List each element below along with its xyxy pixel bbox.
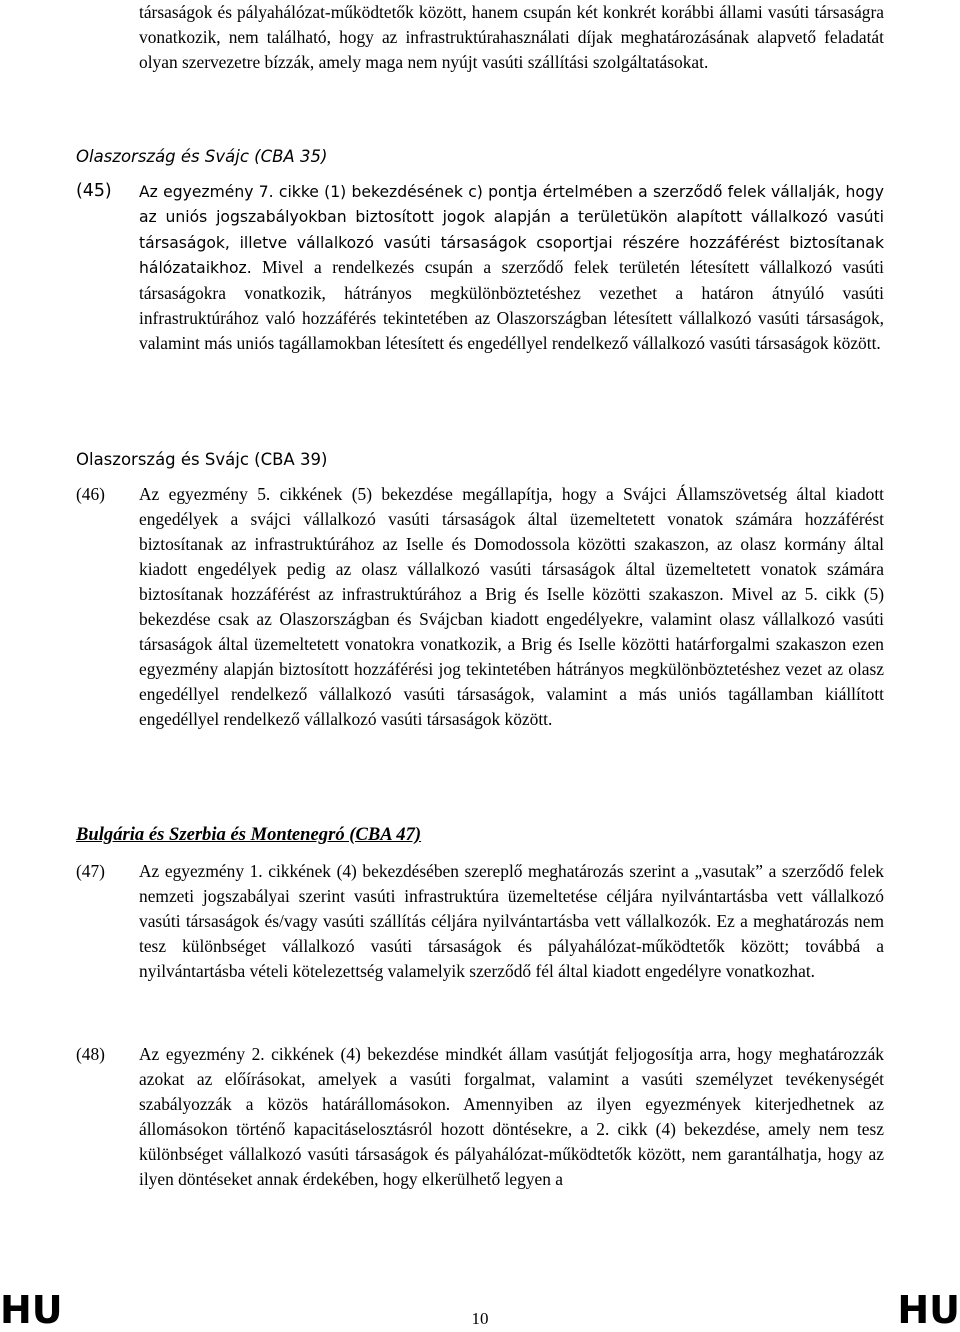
paragraph-number: (45) [76,181,112,201]
paragraph-46 [76,482,884,732]
intro-paragraph: társaságok és pályahálózat-működtetők között, hanem csupán két konkrét korábbi állami vasúti társaságra vonatkozik, nem található, hogy az infrastruktúrahasználati díjak meghatározásának alapvető feladatát olyan szervezetre bízzák, amely maga nem nyújt vasúti szállítási szolgáltatásokat. [139,2,884,72]
section-heading-cba47: Bulgária és Szerbia és Montenegró (CBA 47) [76,824,422,845]
paragraph-47 [76,859,884,984]
section-heading-cba39: Olaszország és Svájc (CBA 39) [76,450,328,469]
paragraph-text: Az egyezmény 1. cikkének (4) bekezdésében szereplő meghatározás szerint a „vasutak” a szerződő felek nemzeti jogszabályai szerint vasúti infrastruktúra üzemeltetése céljára nyilvántartásba vett vállalkozó vasúti társaságok és/vagy vasúti szállítás céljára nyilvántartásba vett vállalkozók. Ez a meghatározás nem tesz különbséget vállalkozó vasúti társaságok és pályahálózat-működtetők között; továbbá a nyilvántartásba vételi kötelezettség valamelyik szerződő fél által kiadott engedélyre vonatkozhat. [139,861,884,981]
paragraph-text-serif: Mivel a rendelkezés csupán a szerződő felek területén létesített vállalkozó vasúti társaságokra vonatkozik, hátrányos megkülönböztetéshez vezethet a határon átnyúló vasúti infrastruktúrához való hozzáférés tekintetében az Olaszországban létesített vállalkozó vasúti társaságok, valamint más uniós tagállamokban létesített és engedéllyel rendelkező vállalkozó vasúti társaságok között. [139,257,884,353]
section-heading-cba35: Olaszország és Svájc (CBA 35) [76,147,328,166]
footer-language-left: HU [0,1288,63,1332]
footer-language-right: HU [897,1288,960,1332]
paragraph-number: (47) [76,861,105,881]
paragraph-text-sans: Az egyezmény 7. cikke (1) bekezdésének c) pontja értelmében a szerződő felek vállalják, hogy az uniós jogszabályokban biztosított jogok alapján a területükön alapított vállalkozó vasúti társaságok, illetve vállalkozó vasúti társaságok csoportjai részére hozzáférést biztosítanak hálózataikhoz. [139,183,884,278]
paragraph-text: Az egyezmény 5. cikkének (5) bekezdése megállapítja, hogy a Svájci Államszövetség által kiadott engedélyek a svájci vállalkozó vasúti társaságok által üzemeltetett vonatok számára hozzáférést biztosítanak az infrastruktúrához az Iselle és Domodossola közötti szakaszon, az olasz kormány által kiadott engedélyek pedig az olasz vállalkozó vasúti társaságok által üzemeltetett vonatok számára biztosítanak hozzáférést az infrastruktúrához a Brig és Iselle közötti szakaszon. Mivel az 5. cikk (5) bekezdése csak az Olaszországban és Svájcban kiadott engedélyekre, valamint olasz vállalkozó vasúti társaságok által üzemeltetett vonatokra vonatkozik, a Brig és Iselle közötti határforgalmi szakaszon ezen egyezmény alapján biztosított hozzáférési jog tekintetében hátrányos megkülönböztetéshez vezet az olasz engedéllyel rendelkező vállalkozó vasúti társaságok, valamint a más uniós tagállamban kiállított engedéllyel rendelkező vállalkozó vasúti társaságok között. [139,484,884,729]
paragraph-body [139,179,884,356]
paragraph-number: (46) [76,484,105,504]
paragraph-45 [76,179,884,356]
paragraph-48 [76,1042,884,1192]
page-number: 10 [471,1309,489,1328]
paragraph-text: Az egyezmény 2. cikkének (4) bekezdése mindkét állam vasútját feljogosítja arra, hogy meghatározzák azokat az előírásokat, amelyek a vasúti forgalmat, valamint a vasúti személyzet tevékenységét szabályozzák a közös határállomásokon. Amennyiben az ilyen egyezmények kiterjedhetnek az állomásokon történő kapacitáselosztásról hozott döntésekre, a 2. cikk (4) bekezdése, amely nem tesz különbséget vállalkozó vasúti társaságok és pályahálózat-működtetők között, nem garantálhatja, hogy az ilyen döntéseket annak érdekében, hogy elkerülhető legyen a [139,1044,884,1189]
paragraph-number: (48) [76,1044,105,1064]
